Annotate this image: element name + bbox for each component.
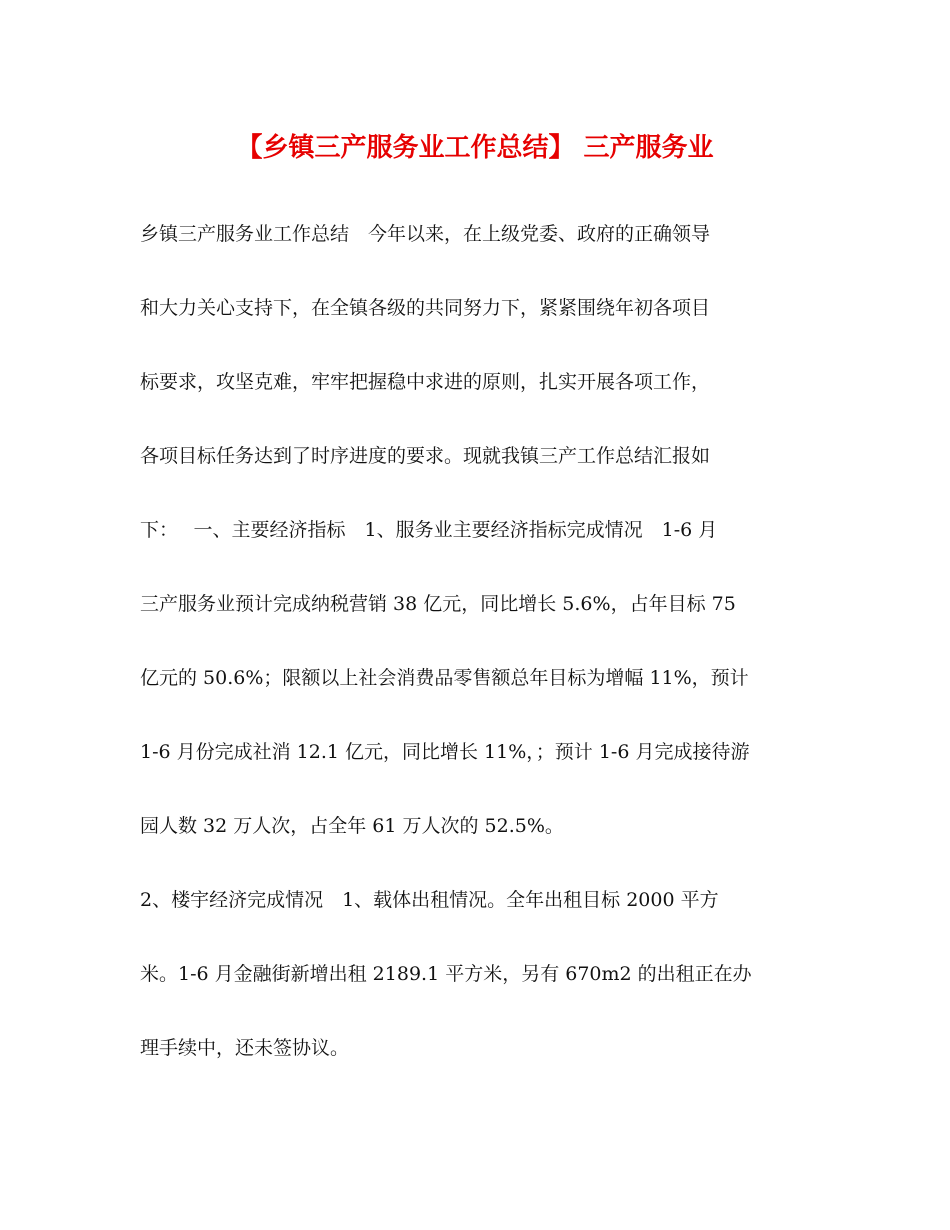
document-body	[140, 214, 810, 1102]
body-line: 理手续中，还未签协议。	[140, 1037, 350, 1059]
body-line: 乡镇三产服务业工作总结 今年以来，在上级党委、政府的正确领导	[140, 223, 711, 245]
body-line: 2、楼宇经济完成情况 1、载体出租情况。全年出租目标 2000 平方	[140, 889, 719, 911]
body-line: 各项目标任务达到了时序进度的要求。现就我镇三产工作总结汇报如	[140, 445, 711, 467]
body-line: 和大力关心支持下，在全镇各级的共同努力下，紧紧围绕年初各项目	[140, 297, 711, 319]
body-line: 下： 一、主要经济指标 1、服务业主要经济指标完成情况 1-6 月	[140, 519, 718, 541]
body-line: 亿元的 50.6%；限额以上社会消费品零售额总年目标为增幅 11%，预计	[140, 667, 749, 689]
body-line: 三产服务业预计完成纳税营销 38 亿元，同比增长 5.6%，占年目标 75	[140, 593, 736, 615]
body-line: 米。1-6 月金融街新增出租 2189.1 平方米，另有 670m2 的出租正在办	[140, 963, 752, 985]
body-line: 标要求，攻坚克难，牢牢把握稳中求进的原则，扎实开展各项工作，	[140, 371, 711, 393]
document-title: 【乡镇三产服务业工作总结】 三产服务业	[236, 133, 714, 163]
body-line: 园人数 32 万人次，占全年 61 万人次的 52.5%。	[140, 815, 564, 837]
body-line: 1-6 月份完成社消 12.1 亿元，同比增长 11%，；预计 1-6 月完成接待游	[140, 741, 750, 763]
